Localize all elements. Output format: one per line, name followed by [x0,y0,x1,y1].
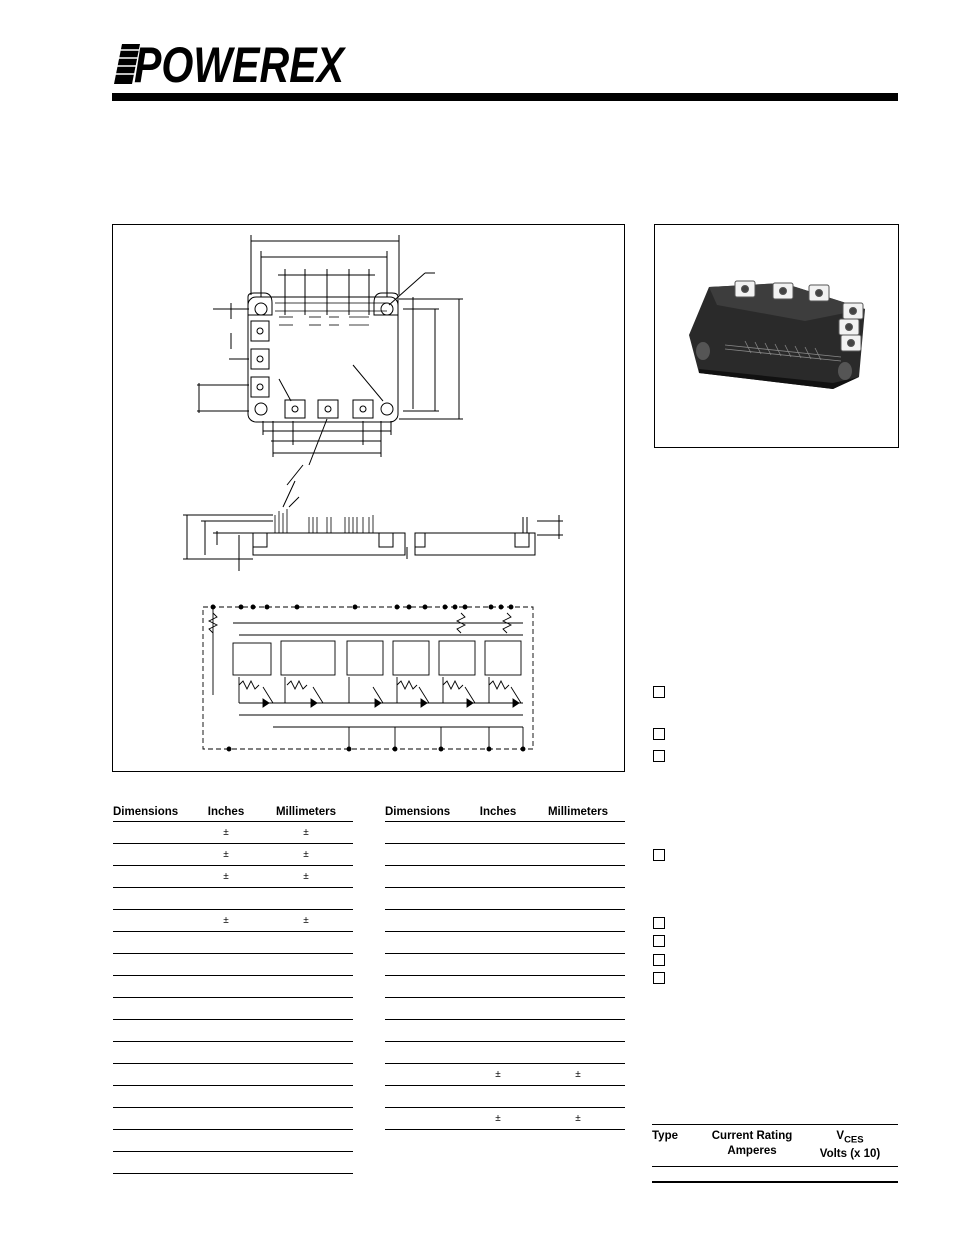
table-row [113,1108,353,1130]
col-vces-line1 [802,1129,898,1147]
millimeters-cell: ± [259,910,353,932]
dimension-cell [385,866,465,888]
col-vces [802,1125,898,1167]
inches-cell [465,1042,531,1064]
table-row [385,976,625,998]
table-row [385,954,625,976]
table-row [113,844,353,866]
inches-cell [465,1020,531,1042]
inches-cell [193,1152,259,1174]
millimeters-cell [259,1020,353,1042]
millimeters-cell [531,888,625,910]
table-row [113,1086,353,1108]
dimensions-header-row [113,803,353,822]
inches-cell [193,1086,259,1108]
inches-cell: ± [193,844,259,866]
table-row [385,866,625,888]
dimension-cell [113,998,193,1020]
inches-cell: ± [193,866,259,888]
table-row [385,822,625,844]
table-row [385,844,625,866]
dimension-cell [385,888,465,910]
inches-cell [465,910,531,932]
table-row [113,822,353,844]
col-vces-line2: Volts (x 10) [819,1148,881,1161]
dimension-cell [385,954,465,976]
dimension-cell [113,954,193,976]
col-millimeters: Millimeters [531,803,625,822]
ordering-table [652,1124,898,1167]
dimension-cell [113,1152,193,1174]
millimeters-cell [259,998,353,1020]
feature-checkbox [653,728,665,740]
millimeters-cell [259,1064,353,1086]
dimension-cell [385,1042,465,1064]
table-row [385,932,625,954]
vces-symbol: V [836,1130,845,1142]
millimeters-cell [531,822,625,844]
millimeters-cell [259,976,353,998]
millimeters-cell [259,1086,353,1108]
dimension-cell [113,822,193,844]
inches-cell: ± [193,822,259,844]
dimension-cell [113,1020,193,1042]
inches-cell [193,1042,259,1064]
inches-cell [193,1020,259,1042]
application-checkbox [653,917,665,929]
product-photo [655,225,897,446]
inches-cell: ± [465,1064,531,1086]
inches-cell [193,998,259,1020]
application-checkbox [653,954,665,966]
table-row [385,998,625,1020]
top-view [197,235,463,485]
millimeters-cell [259,888,353,910]
dimension-cell [113,1130,193,1152]
circuit-diagram [203,605,533,751]
inches-cell: ± [465,1108,531,1130]
dimensions-table-right-body [385,822,625,1130]
millimeters-cell: ± [259,822,353,844]
dimension-cell [385,1064,465,1086]
millimeters-cell [259,1042,353,1064]
dimension-cell [385,932,465,954]
outline-drawing [113,225,623,770]
application-checkbox [653,849,665,861]
application-checkbox [653,935,665,947]
dimension-cell [385,976,465,998]
table-row [385,1042,625,1064]
table-row [385,1064,625,1086]
millimeters-cell: ± [259,866,353,888]
table-row [113,1020,353,1042]
millimeters-cell [531,1086,625,1108]
dimension-cell [113,1108,193,1130]
col-type: Type [652,1130,678,1142]
dimension-cell [385,1020,465,1042]
inches-cell [193,1064,259,1086]
inches-cell [465,998,531,1020]
col-millimeters: Millimeters [259,803,353,822]
millimeters-cell [531,954,625,976]
millimeters-cell [531,1042,625,1064]
outline-drawing-frame [112,224,625,772]
table-row [113,1130,353,1152]
dimension-cell [113,1086,193,1108]
ordering-table-bottom-rule [652,1181,898,1183]
millimeters-cell [531,1020,625,1042]
inches-cell [193,954,259,976]
millimeters-cell: ± [531,1108,625,1130]
dimensions-table-left [113,803,353,1174]
inches-cell [465,844,531,866]
inches-cell [193,1108,259,1130]
table-row [113,932,353,954]
dimension-cell [113,910,193,932]
millimeters-cell [531,976,625,998]
table-row [113,1064,353,1086]
millimeters-cell [531,932,625,954]
col-inches: Inches [193,803,259,822]
col-current-rating-line1: Current Rating [711,1130,793,1142]
table-row [385,910,625,932]
dimension-cell [385,910,465,932]
millimeters-cell [259,1152,353,1174]
dimensions-header-row [385,803,625,822]
vces-subscript: CES [844,1134,864,1146]
table-row [385,1086,625,1108]
table-row [113,888,353,910]
dimension-cell [113,844,193,866]
inches-cell [193,1130,259,1152]
millimeters-cell [531,998,625,1020]
inches-cell [465,954,531,976]
table-row [385,888,625,910]
millimeters-cell [531,844,625,866]
dimensions-table-right [385,803,625,1130]
table-row [113,910,353,932]
millimeters-cell: ± [531,1064,625,1086]
ordering-header-row [652,1125,898,1167]
col-current-rating-line2: Amperes [727,1145,777,1157]
table-row [385,1020,625,1042]
table-row [113,1042,353,1064]
application-checkbox [653,972,665,984]
dimension-cell [385,1086,465,1108]
feature-checkbox [653,750,665,762]
powerex-logo [112,37,347,93]
side-view [183,481,563,571]
table-row [113,954,353,976]
col-dimensions: Dimensions [385,803,465,822]
dimension-cell [113,866,193,888]
dimension-cell [113,932,193,954]
table-row [113,976,353,998]
inches-cell [465,1086,531,1108]
dimension-cell [113,888,193,910]
col-current-rating [702,1125,802,1167]
table-row [385,1108,625,1130]
dimension-cell [113,1064,193,1086]
millimeters-cell [259,1130,353,1152]
dimensions-table-left-body [113,822,353,1174]
dimension-cell [385,1108,465,1130]
inches-cell [465,932,531,954]
millimeters-cell [259,932,353,954]
inches-cell [193,932,259,954]
table-row [113,866,353,888]
millimeters-cell [259,954,353,976]
dimension-cell [113,1042,193,1064]
inches-cell [193,888,259,910]
feature-checkbox [653,686,665,698]
inches-cell: ± [193,910,259,932]
logo-wordmark: POWEREX [134,37,347,93]
dimension-cell [385,844,465,866]
col-inches: Inches [465,803,531,822]
header-rule [112,93,898,101]
inches-cell [465,888,531,910]
millimeters-cell: ± [259,844,353,866]
inches-cell [193,976,259,998]
inches-cell [465,866,531,888]
col-dimensions: Dimensions [113,803,193,822]
dimension-cell [385,998,465,1020]
dimension-cell [113,976,193,998]
inches-cell [465,976,531,998]
inches-cell [465,822,531,844]
table-row [113,1152,353,1174]
product-photo-frame [654,224,899,448]
millimeters-cell [259,1108,353,1130]
dimension-cell [385,822,465,844]
table-row [113,998,353,1020]
millimeters-cell [531,910,625,932]
millimeters-cell [531,866,625,888]
